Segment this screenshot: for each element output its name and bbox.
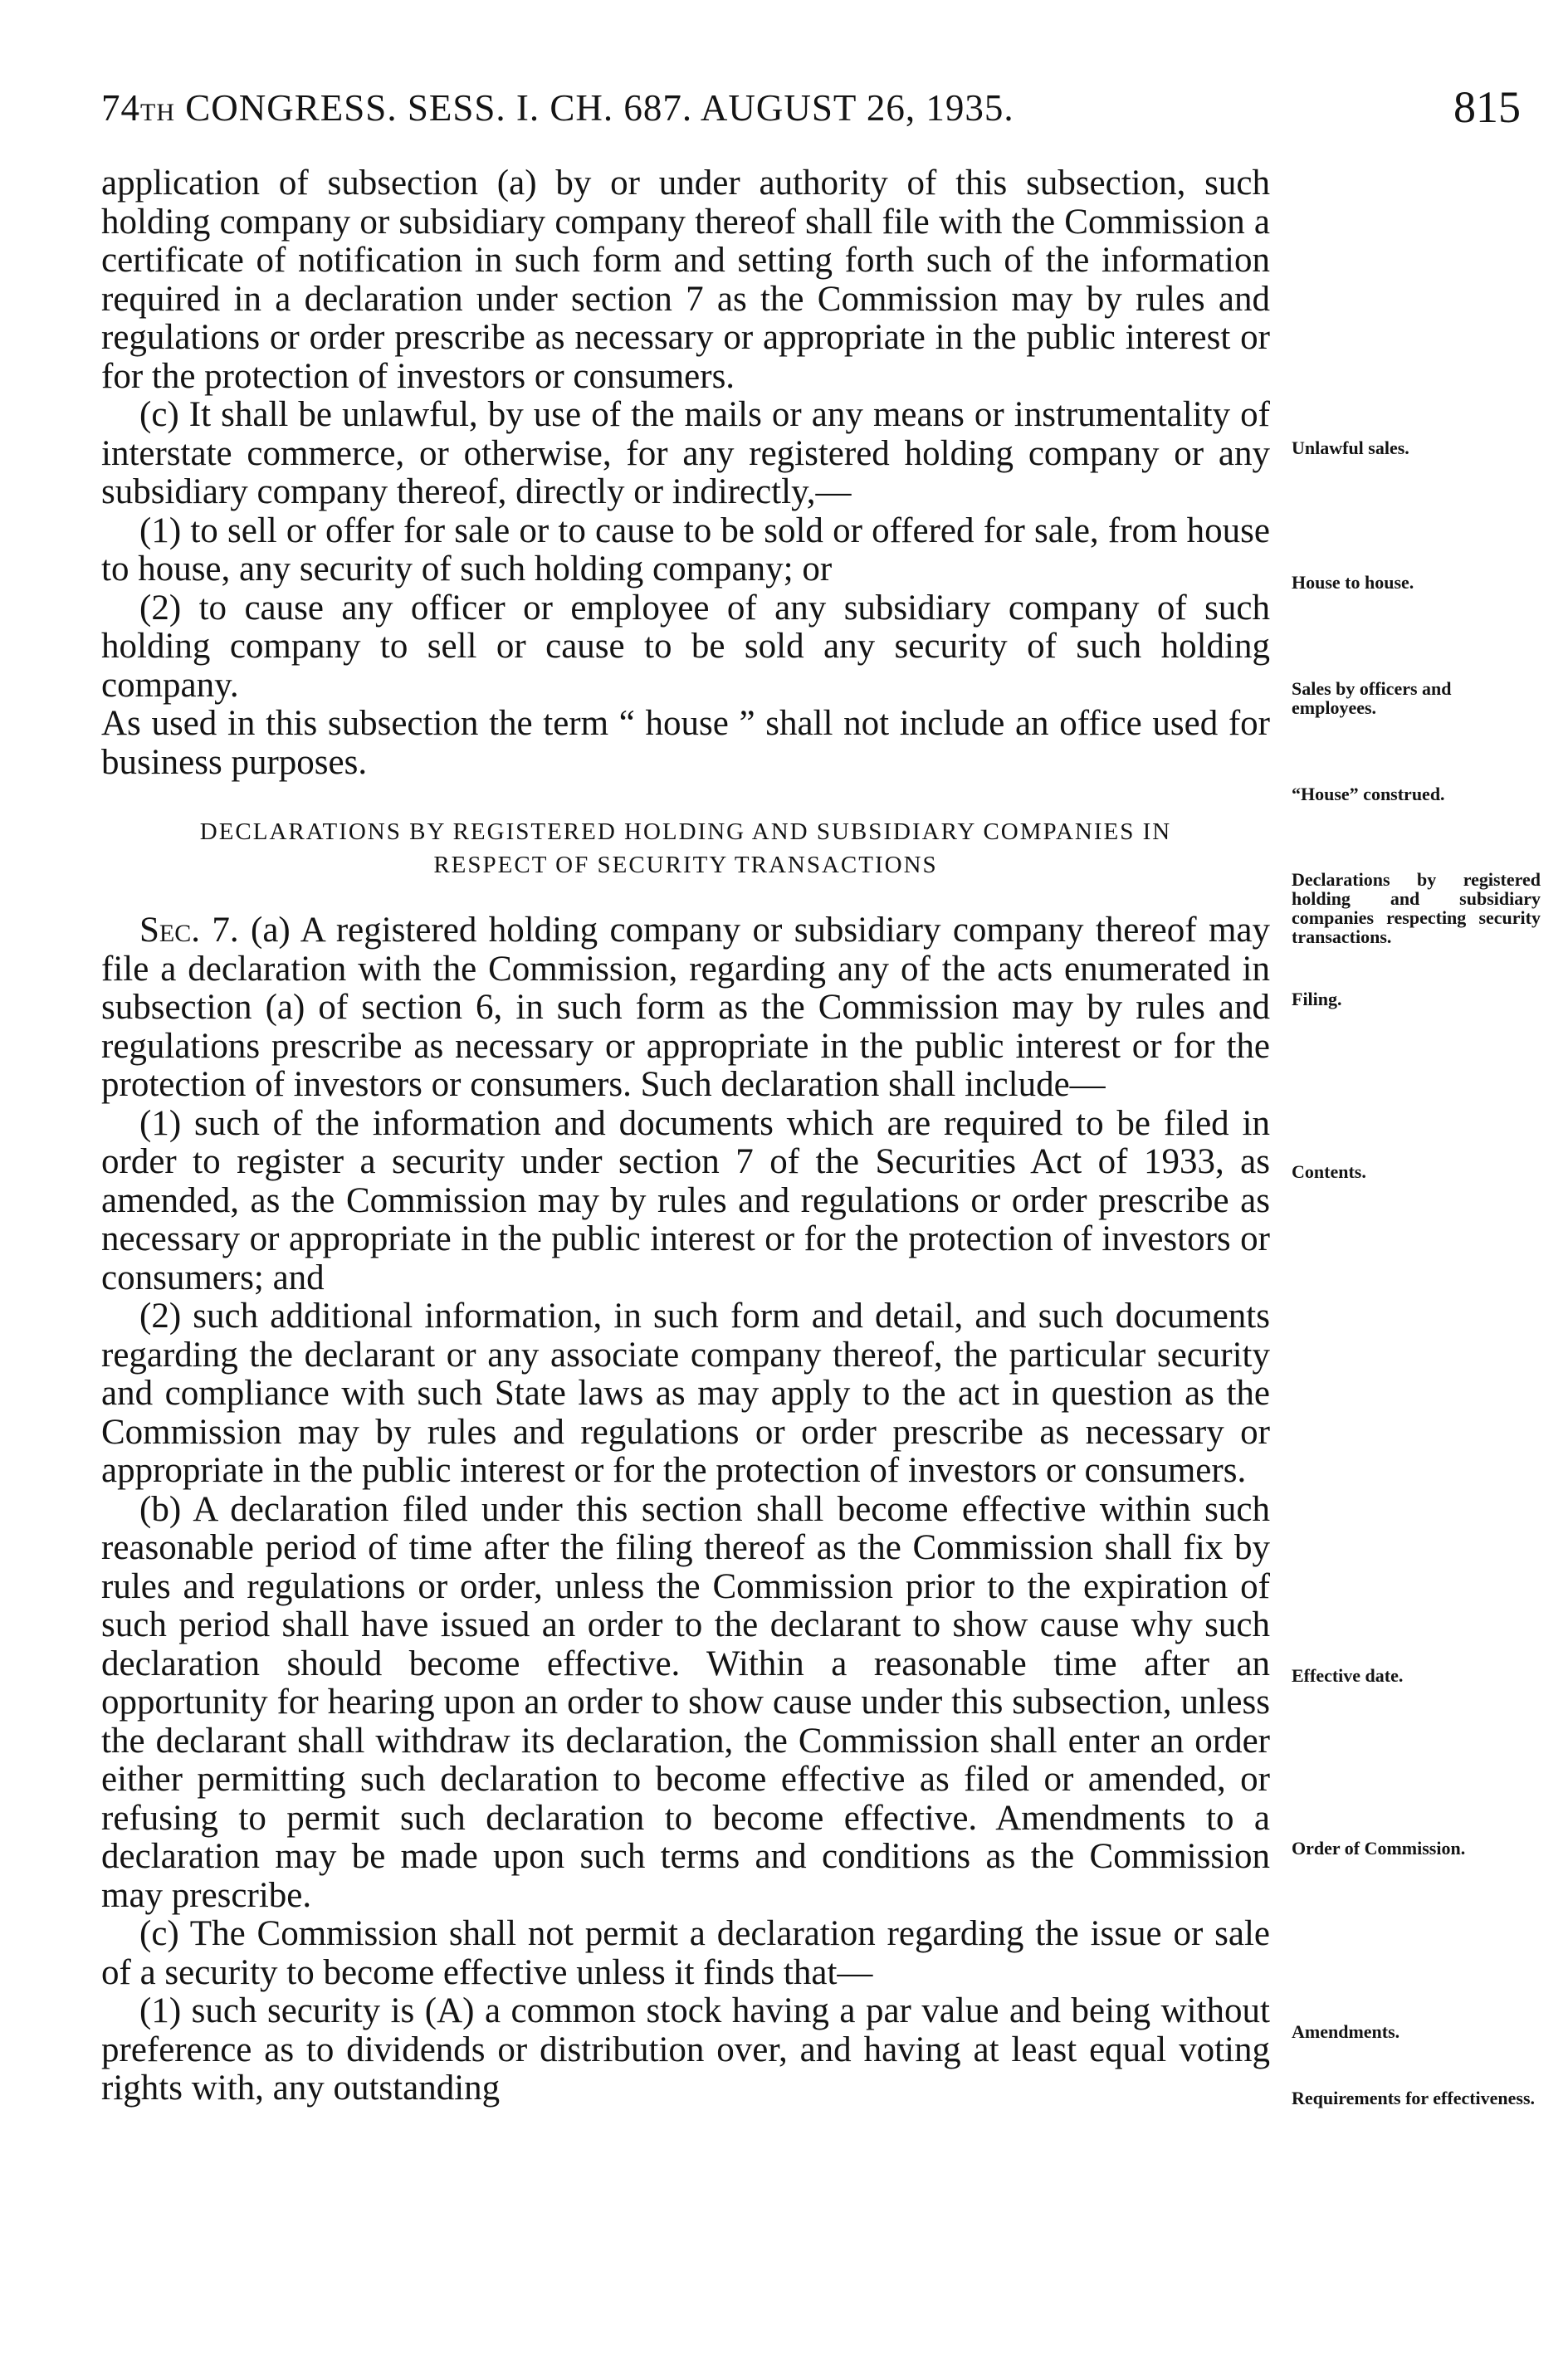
paragraph-sec7-a [101, 911, 1270, 1105]
note-amendments: Amendments. [1292, 2021, 1400, 2042]
session-number: 74 [101, 87, 140, 129]
note-declarations: Declarations by registered holding and subsidiary companies respecting security transactions. [1292, 869, 1541, 947]
margin-notes [1292, 0, 1541, 2379]
paragraph-house-definition: As used in this subsection the term “ house ” shall not include an office used for business purposes. [101, 704, 1270, 782]
section-heading-line-2: RESPECT OF SECURITY TRANSACTIONS [433, 852, 938, 878]
section-label: Sec. 7. [139, 911, 239, 950]
note-order-of-commission: Order of Commission. [1292, 1838, 1466, 1859]
session-ordinal: TH [140, 99, 175, 126]
clause-officers-employees: (2) to cause any officer or employee of any subsidiary company of such holding company to sell or cause to be sold any security of such holding company. [101, 588, 1270, 705]
paragraph-certificate-of-notification: application of subsection (a) by or under authority of this subsection, such holding company or subsidiary company thereof shall file with the Commission a certificate of notification in such form and setting forth such of the information required in a declaration under section 7 as the Commission may by rules and regulations or order prescribe as necessary or appropriate in the public interest or for the protection of investors or consumers. [101, 164, 1270, 396]
paragraph-unlawful-sales: (c) It shall be unlawful, by use of the mails or any means or instrumentality of interstate commerce, or otherwise, for any registered holding company or any subsidiary company thereof, directly or indirectly,— [101, 395, 1270, 511]
sec7-a-text: (a) A registered holding company or subsidiary company thereof may file a declaration with the Commission, regarding any of the acts enumerated in subsection (a) of section 6, in such form as the Commission may by rules and regulations prescribe as necessary or appropriate in the public interest or for the protection of investors or consumers. Such declaration shall include— [101, 911, 1271, 1104]
note-requirements: Requirements for effectiveness. [1292, 2088, 1536, 2108]
note-unlawful-sales: Unlawful sales. [1292, 437, 1409, 458]
clause-sec7-c1: (1) such security is (A) a common stock having a par value and being without preference as to dividends or distribution over, and having at least equal voting rights with, any outstanding [101, 1991, 1270, 2108]
note-sales-by-officers: Sales by officers and employees. [1292, 678, 1452, 718]
clause-sec7-a2: (2) such additional information, in such form and detail, and such documents regarding the declarant or any associate company thereof, the particular security and compliance with such State laws as may apply to the act in question as the Commission may by rules and regulations or order prescribe as necessary or appropriate in the public interest or for the protection of investors or consumers. [101, 1297, 1270, 1490]
note-house-to-house: House to house. [1292, 572, 1414, 593]
page-number: 815 [1453, 82, 1521, 132]
clause-house-to-house: (1) to sell or offer for sale or to cause to be sold or offered for sale, from house to house, any security of such holding company; or [101, 510, 1270, 589]
note-filing: Filing. [1292, 989, 1342, 1009]
section-heading [101, 815, 1270, 882]
clause-sec7-a1: (1) such of the information and documents which are required to be filed in order to register a security under section 7 of the Securities Act of 1933, as amended, as the Commission may by rules and regulations or order prescribe as necessary or appropriate in the public interest or for the protection of investors or consumers; and [101, 1103, 1270, 1297]
paragraph-sec7-c: (c) The Commission shall not permit a declaration regarding the issue or sale of a security to become effective unless it finds that— [101, 1914, 1270, 1992]
session-details: CONGRESS. SESS. I. CH. 687. AUGUST 26, 1935. [175, 87, 1014, 129]
note-contents: Contents. [1292, 1161, 1366, 1182]
paragraph-sec7-b: (b) A declaration filed under this section shall become effective within such reasonable period of time after the filing thereof as the Commission shall fix by rules and regulations or order, unless the Commission prior to the expiration of such period shall have issued an order to the declarant to show cause why such declaration should become effective. Within a reasonable time after an opportunity for hearing upon an order to show cause under this subsection, unless the declarant shall withdraw its declaration, the Commission shall enter an order either permitting such declaration to become effective as filed or amended, or refusing to permit such declaration to become effective. Amendments to a declaration may be made upon such terms and conditions as the Commission may prescribe. [101, 1489, 1270, 1915]
note-house-construed: “House” construed. [1292, 784, 1445, 804]
section-heading-line-1: DECLARATIONS BY REGISTERED HOLDING AND SUBSIDIARY COMPANIES IN [199, 818, 1172, 845]
note-effective-date: Effective date. [1292, 1665, 1404, 1686]
session-line [101, 86, 1014, 129]
main-text-column [101, 164, 1270, 2108]
